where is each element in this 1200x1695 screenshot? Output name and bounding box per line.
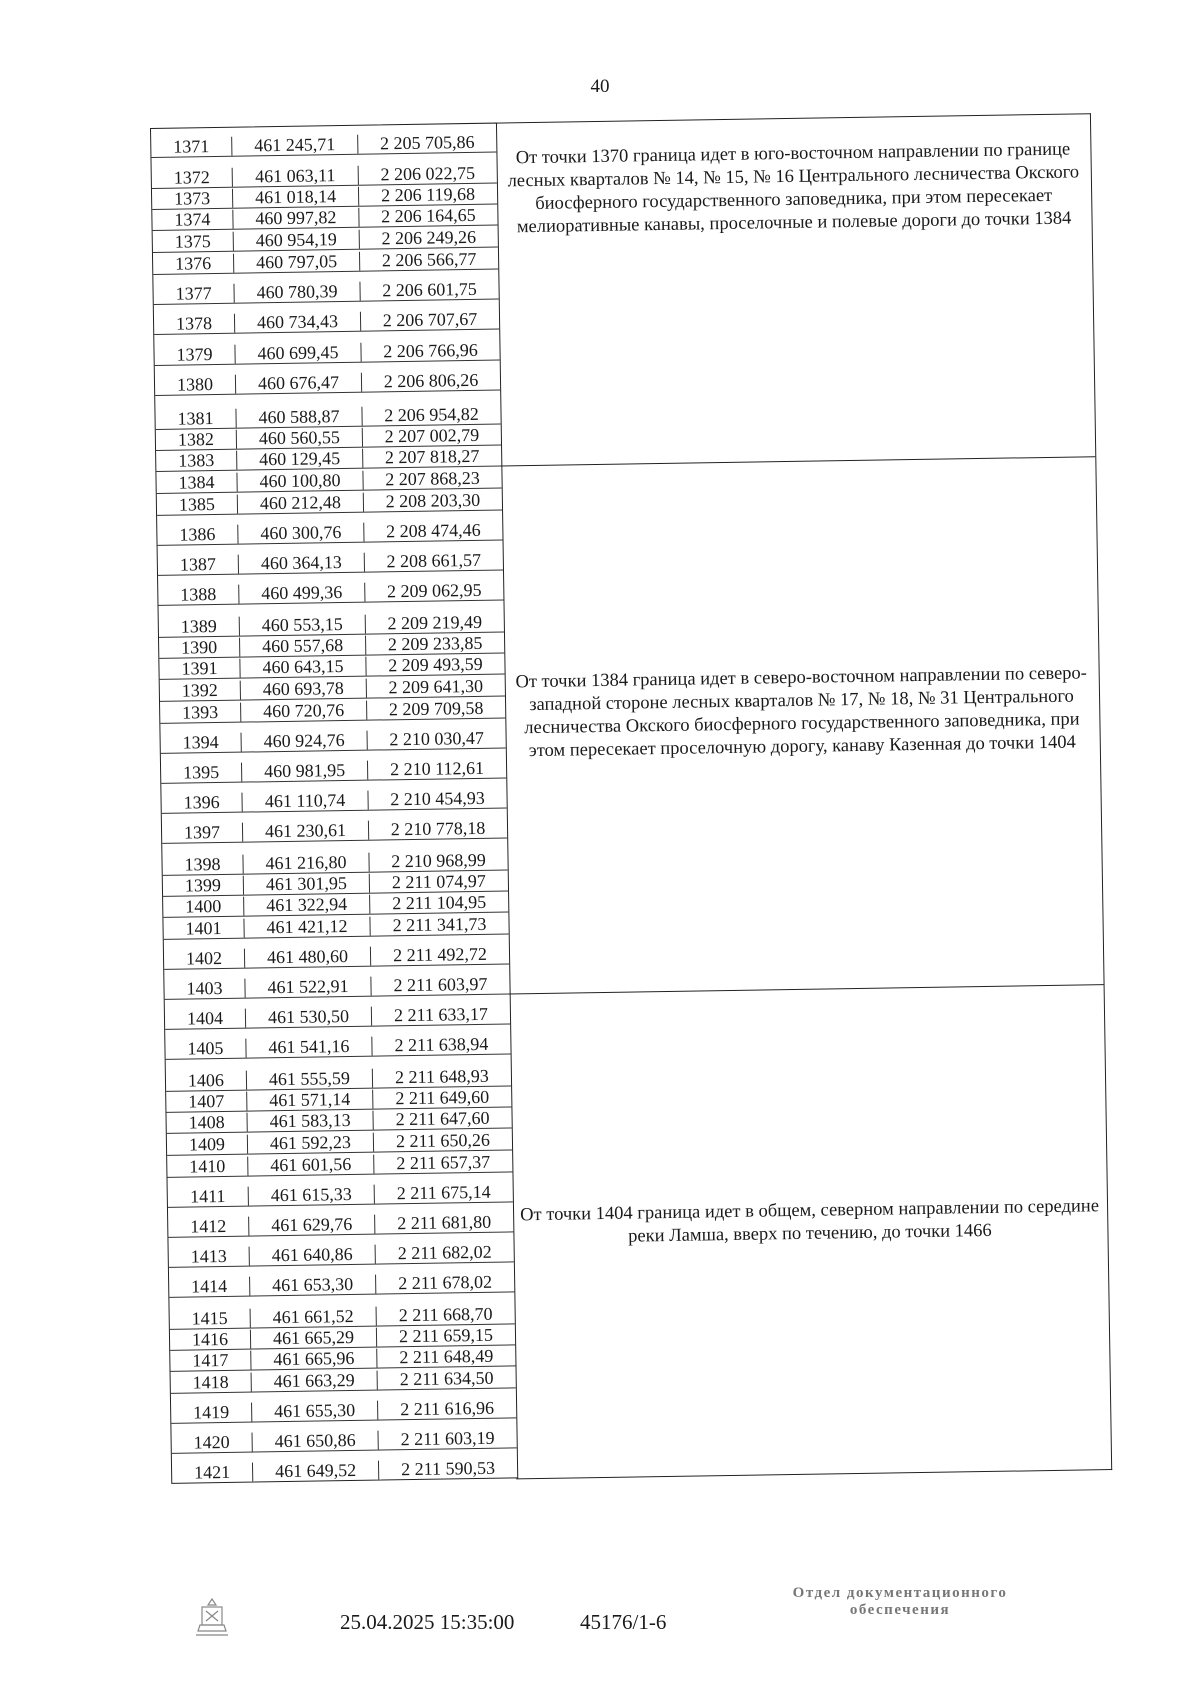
x-coordinate-cell: 461 301,95 xyxy=(244,874,370,895)
y-coordinate-cell: 2 207 818,27 xyxy=(384,445,480,468)
x-coordinate-cell: 461 649,52 xyxy=(253,1461,379,1482)
boundary-description-cell xyxy=(500,457,1103,994)
x-coordinate-cell: 461 216,80 xyxy=(243,853,369,874)
y-coordinate-cell: 2 206 707,67 xyxy=(382,308,478,331)
x-coordinate-cell: 461 665,29 xyxy=(251,1328,377,1349)
y-coordinate-cell: 2 206 954,82 xyxy=(384,403,479,426)
y-coordinate-cell: 2 211 659,15 xyxy=(398,1324,494,1347)
point-number-cell: 1373 xyxy=(152,189,233,209)
footer-document-code: 45176/1-6 xyxy=(580,1610,667,1634)
y-coordinate-cell: 2 211 616,96 xyxy=(400,1397,495,1420)
point-number-cell: 1389 xyxy=(159,617,240,637)
point-number-cell: 1410 xyxy=(167,1157,248,1177)
point-number-cell: 1416 xyxy=(170,1330,251,1350)
y-coordinate-cell: 2 206 119,68 xyxy=(381,183,476,206)
point-number-cell: 1387 xyxy=(158,555,239,575)
point-number-cell: 1375 xyxy=(153,232,234,252)
stamp-line-2: обеспечения xyxy=(849,1602,951,1618)
coordinates-table xyxy=(150,113,1112,1553)
y-coordinate-cell: 2 206 566,77 xyxy=(381,248,477,271)
point-number-cell: 1398 xyxy=(162,855,243,875)
x-coordinate-cell: 460 954,19 xyxy=(234,230,360,251)
boundary-description-cell xyxy=(495,114,1095,466)
point-number-cell: 1395 xyxy=(161,763,242,783)
x-coordinate-cell: 461 665,96 xyxy=(251,1349,377,1370)
point-number-cell: 1411 xyxy=(168,1187,249,1207)
y-coordinate-cell: 2 211 648,49 xyxy=(399,1345,494,1368)
x-coordinate-cell: 461 522,91 xyxy=(245,977,371,998)
x-coordinate-cell: 460 588,87 xyxy=(236,407,362,428)
x-coordinate-cell: 460 643,15 xyxy=(240,657,366,678)
x-coordinate-cell: 461 063,11 xyxy=(233,166,359,187)
x-coordinate-cell: 461 322,94 xyxy=(244,895,370,916)
x-coordinate-cell: 460 300,76 xyxy=(238,523,364,544)
description-column xyxy=(495,113,1112,1479)
y-coordinate-cell: 2 211 648,93 xyxy=(394,1065,490,1088)
emblem-icon xyxy=(190,1595,234,1639)
y-coordinate-cell: 2 211 681,80 xyxy=(397,1211,492,1234)
point-number-cell: 1393 xyxy=(160,703,241,723)
y-coordinate-cell: 2 206 164,65 xyxy=(381,204,476,227)
y-coordinate-cell: 2 211 682,02 xyxy=(397,1241,492,1264)
x-coordinate-cell: 460 997,82 xyxy=(233,208,359,229)
y-coordinate-cell: 2 206 806,26 xyxy=(383,369,479,392)
x-coordinate-cell: 461 650,86 xyxy=(253,1431,379,1452)
point-number-cell: 1404 xyxy=(165,1009,246,1029)
point-number-cell: 1371 xyxy=(151,137,232,157)
y-coordinate-cell: 2 210 778,18 xyxy=(390,817,486,840)
x-coordinate-cell: 461 480,60 xyxy=(245,947,371,968)
point-number-cell: 1379 xyxy=(154,345,235,365)
boundary-description-cell xyxy=(509,985,1112,1478)
point-number-cell: 1380 xyxy=(155,375,236,395)
y-coordinate-cell: 2 209 709,58 xyxy=(388,697,484,720)
x-coordinate-cell: 461 653,30 xyxy=(250,1275,376,1296)
y-coordinate-cell: 2 206 249,26 xyxy=(381,226,477,249)
x-coordinate-cell: 460 129,45 xyxy=(237,449,363,470)
footer-datetime: 25.04.2025 15:35:00 xyxy=(340,1610,515,1634)
x-coordinate-cell: 461 571,14 xyxy=(247,1090,373,1111)
page-number: 40 xyxy=(590,76,610,97)
y-coordinate-cell: 2 205 705,86 xyxy=(379,131,475,154)
y-coordinate-cell: 2 211 074,97 xyxy=(391,870,486,893)
point-number-cell: 1385 xyxy=(157,495,238,515)
y-coordinate-cell: 2 211 649,60 xyxy=(395,1086,490,1109)
y-coordinate-cell: 2 208 203,30 xyxy=(385,489,481,512)
point-number-cell: 1396 xyxy=(161,793,242,813)
x-coordinate-cell: 460 693,78 xyxy=(241,679,367,700)
stamp-line-1: Отдел документационного xyxy=(792,1585,1008,1601)
y-coordinate-cell: 2 206 766,96 xyxy=(383,339,478,362)
y-coordinate-cell: 2 211 603,97 xyxy=(393,973,488,996)
x-coordinate-cell: 461 601,56 xyxy=(248,1155,374,1176)
x-coordinate-cell: 461 663,29 xyxy=(252,1371,378,1392)
point-number-cell: 1372 xyxy=(152,168,233,188)
x-coordinate-cell: 461 640,86 xyxy=(250,1245,376,1266)
point-number-cell: 1388 xyxy=(158,585,239,605)
point-number-cell: 1390 xyxy=(159,638,240,658)
point-number-cell: 1401 xyxy=(163,919,244,939)
y-coordinate-cell: 2 211 647,60 xyxy=(395,1107,490,1130)
point-number-cell: 1381 xyxy=(155,409,236,429)
x-coordinate-cell: 461 018,14 xyxy=(233,187,359,208)
point-number-cell: 1391 xyxy=(159,659,240,679)
x-coordinate-cell: 461 230,61 xyxy=(243,821,369,842)
point-number-cell: 1415 xyxy=(170,1309,251,1329)
point-number-cell: 1384 xyxy=(156,473,237,493)
x-coordinate-cell: 461 629,76 xyxy=(249,1215,375,1236)
y-coordinate-cell: 2 206 601,75 xyxy=(382,278,477,301)
x-coordinate-cell: 460 100,80 xyxy=(237,471,363,492)
y-coordinate-cell: 2 209 493,59 xyxy=(388,653,483,676)
x-coordinate-cell: 461 245,71 xyxy=(232,135,358,156)
x-coordinate-cell: 460 553,15 xyxy=(240,615,366,636)
x-coordinate-cell: 461 541,16 xyxy=(246,1037,372,1058)
coordinates-columns xyxy=(150,123,518,1484)
x-coordinate-cell: 460 797,05 xyxy=(234,252,360,273)
point-number-cell: 1399 xyxy=(163,876,244,896)
point-number-cell: 1376 xyxy=(153,254,234,274)
y-coordinate-cell: 2 211 675,14 xyxy=(396,1181,491,1204)
point-number-cell: 1413 xyxy=(169,1247,250,1267)
x-coordinate-cell: 460 981,95 xyxy=(242,761,368,782)
x-coordinate-cell: 460 676,47 xyxy=(236,373,362,394)
x-coordinate-cell: 460 364,13 xyxy=(239,553,365,574)
y-coordinate-cell: 2 210 030,47 xyxy=(389,727,485,750)
x-coordinate-cell: 460 734,43 xyxy=(235,312,361,333)
x-coordinate-cell: 460 499,36 xyxy=(239,583,365,604)
x-coordinate-cell: 460 924,76 xyxy=(242,731,368,752)
point-number-cell: 1421 xyxy=(172,1463,253,1483)
x-coordinate-cell: 461 421,12 xyxy=(244,917,370,938)
point-number-cell: 1409 xyxy=(167,1135,248,1155)
y-coordinate-cell: 2 210 454,93 xyxy=(390,787,485,810)
x-coordinate-cell: 461 592,23 xyxy=(248,1133,374,1154)
y-coordinate-cell: 2 211 603,19 xyxy=(400,1427,495,1450)
table-row xyxy=(172,1448,517,1482)
y-coordinate-cell: 2 211 492,72 xyxy=(392,943,488,966)
y-coordinate-cell: 2 209 219,49 xyxy=(387,611,483,634)
point-number-cell: 1377 xyxy=(153,284,234,304)
point-number-cell: 1383 xyxy=(156,451,237,471)
boundary-description-text: От точки 1370 граница идет в юго-восточном направлении по границе лесных кварталов № 14, № 15, № 16 Центрального лесничества Окского биосферного государственного заповедника, при этом пересекает мелиоративные канавы, проселочные и полевые дороги до точки 1384 xyxy=(507,139,1080,238)
y-coordinate-cell: 2 207 002,79 xyxy=(384,424,480,447)
table-row xyxy=(155,391,500,430)
y-coordinate-cell: 2 210 112,61 xyxy=(390,757,485,780)
point-number-cell: 1420 xyxy=(172,1433,253,1453)
point-number-cell: 1419 xyxy=(171,1403,252,1423)
point-number-cell: 1406 xyxy=(166,1071,247,1091)
y-coordinate-cell: 2 211 634,50 xyxy=(399,1367,494,1390)
x-coordinate-cell: 460 780,39 xyxy=(234,282,360,303)
x-coordinate-cell: 461 110,74 xyxy=(242,791,368,812)
point-number-cell: 1414 xyxy=(169,1277,250,1297)
y-coordinate-cell: 2 211 638,94 xyxy=(394,1033,489,1056)
y-coordinate-cell: 2 211 650,26 xyxy=(395,1129,491,1152)
boundary-description-text: От точки 1384 граница идет в северо-восточном направлении по северо-западной стороне лесных кварталов № 17, № 18, № 31 Центрального лесничества Окского биосферного государственного заповедника, при этом пересекает проселочную дорогу, канаву Казенная до точки 1404 xyxy=(515,663,1088,762)
y-coordinate-cell: 2 207 868,23 xyxy=(385,467,480,490)
x-coordinate-cell: 460 560,55 xyxy=(237,428,363,449)
x-coordinate-cell: 461 583,13 xyxy=(247,1111,373,1132)
x-coordinate-cell: 460 557,68 xyxy=(240,636,366,657)
y-coordinate-cell: 2 211 590,53 xyxy=(401,1457,496,1480)
x-coordinate-cell: 461 530,50 xyxy=(246,1007,372,1028)
table-row xyxy=(162,838,507,875)
point-number-cell: 1392 xyxy=(160,681,241,701)
y-coordinate-cell: 2 211 633,17 xyxy=(393,1003,489,1026)
point-number-cell: 1382 xyxy=(156,430,237,450)
point-number-cell: 1394 xyxy=(161,733,242,753)
y-coordinate-cell: 2 211 104,95 xyxy=(392,891,487,914)
table-row xyxy=(159,601,504,638)
x-coordinate-cell: 460 699,45 xyxy=(235,343,361,364)
point-number-cell: 1386 xyxy=(157,525,238,545)
x-coordinate-cell: 460 720,76 xyxy=(241,701,367,722)
x-coordinate-cell: 461 555,59 xyxy=(247,1069,373,1090)
y-coordinate-cell: 2 211 341,73 xyxy=(392,913,487,936)
point-number-cell: 1408 xyxy=(166,1113,247,1133)
y-coordinate-cell: 2 210 968,99 xyxy=(391,849,486,872)
point-number-cell: 1417 xyxy=(170,1351,251,1371)
point-number-cell: 1400 xyxy=(163,897,244,917)
y-coordinate-cell: 2 211 657,37 xyxy=(396,1151,491,1174)
y-coordinate-cell: 2 211 678,02 xyxy=(398,1271,493,1294)
y-coordinate-cell: 2 208 661,57 xyxy=(386,549,482,572)
y-coordinate-cell: 2 211 668,70 xyxy=(398,1303,493,1326)
x-coordinate-cell: 460 212,48 xyxy=(238,493,364,514)
y-coordinate-cell: 2 206 022,75 xyxy=(380,162,476,185)
y-coordinate-cell: 2 209 062,95 xyxy=(386,579,482,602)
point-number-cell: 1374 xyxy=(152,210,233,230)
y-coordinate-cell: 2 208 474,46 xyxy=(385,519,481,542)
point-number-cell: 1397 xyxy=(162,823,243,843)
x-coordinate-cell: 461 655,30 xyxy=(252,1401,378,1422)
y-coordinate-cell: 2 209 641,30 xyxy=(388,675,484,698)
boundary-description-text: От точки 1404 граница идет в общем, северном направлении по середине реки Ламша, вверх по течению, до точки 1466 xyxy=(520,1196,1100,1247)
point-number-cell: 1403 xyxy=(164,979,245,999)
point-number-cell: 1405 xyxy=(165,1039,246,1059)
point-number-cell: 1407 xyxy=(166,1092,247,1112)
x-coordinate-cell: 461 661,52 xyxy=(251,1307,377,1328)
x-coordinate-cell: 461 615,33 xyxy=(249,1185,375,1206)
point-number-cell: 1412 xyxy=(168,1217,249,1237)
point-number-cell: 1402 xyxy=(164,949,245,969)
department-stamp xyxy=(760,1585,1040,1619)
y-coordinate-cell: 2 209 233,85 xyxy=(387,632,483,655)
point-number-cell: 1378 xyxy=(154,314,235,334)
point-number-cell: 1418 xyxy=(171,1373,252,1393)
